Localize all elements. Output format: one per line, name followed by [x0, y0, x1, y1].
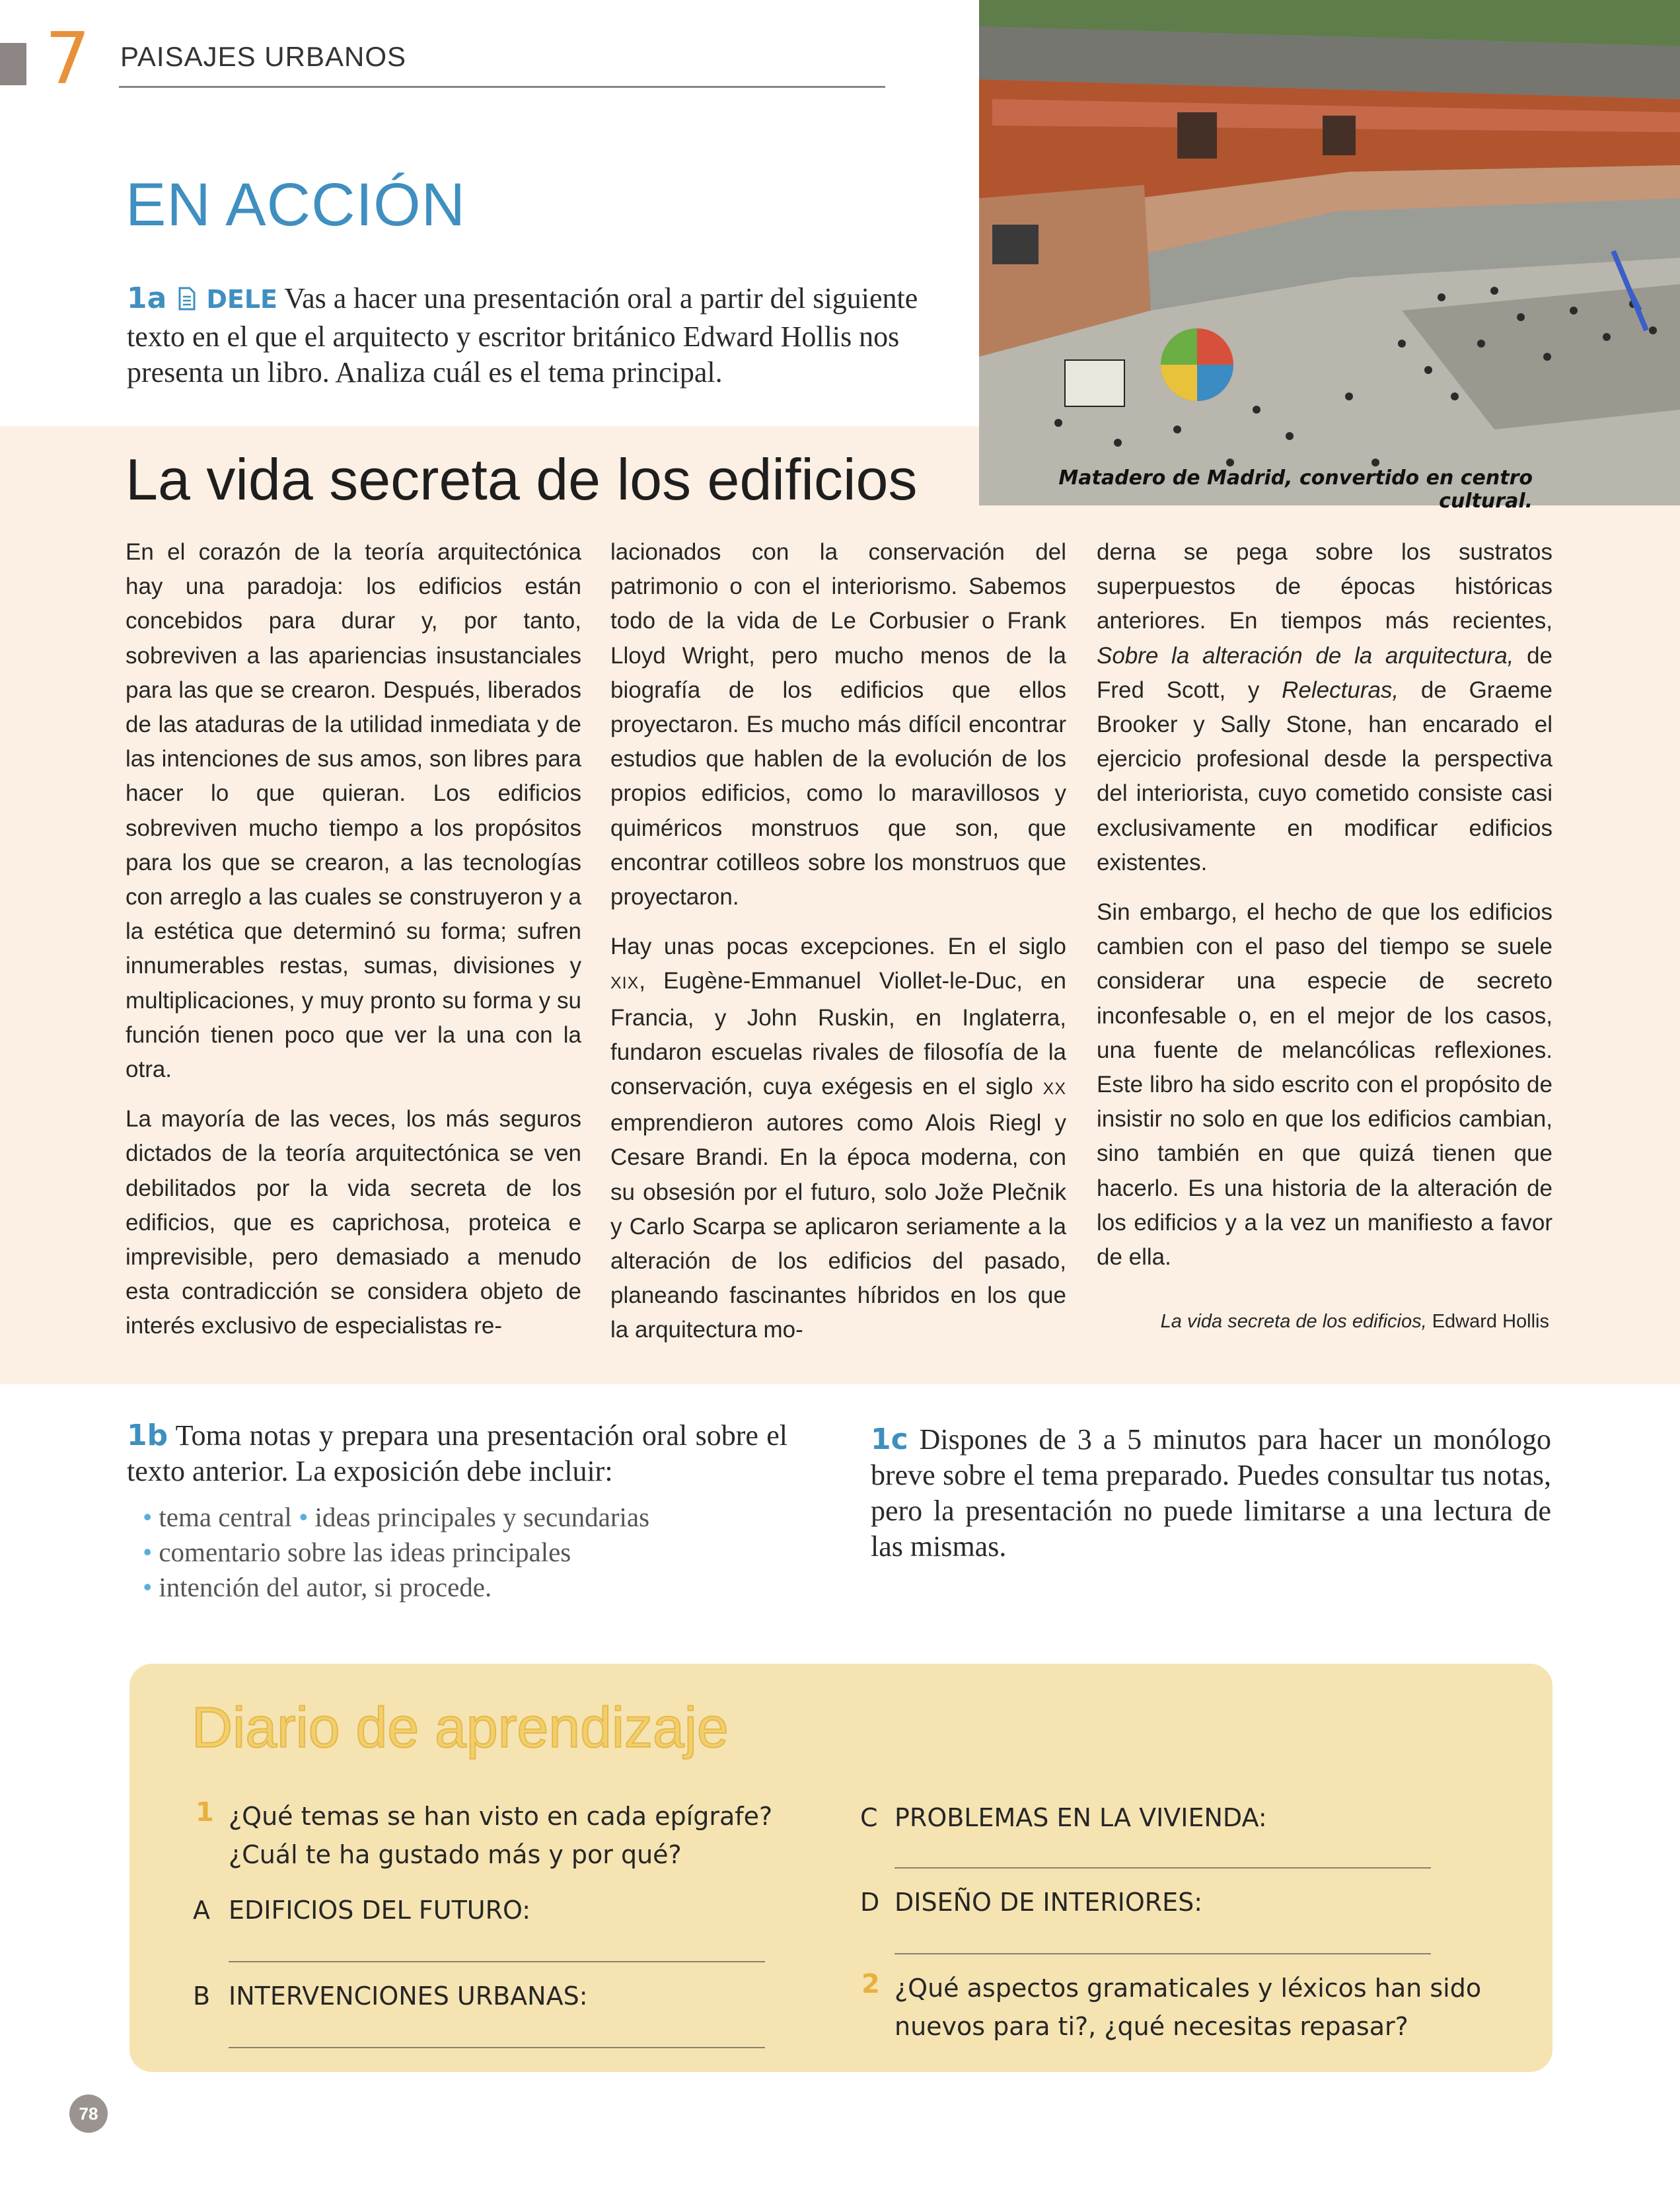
question-text: ¿Qué temas se han visto en cada epígrafe? ¿Cuál te ha gustado más y por qué?	[229, 1802, 773, 1869]
document-icon	[178, 283, 196, 319]
photo-caption: Matadero de Madrid, convertido en centro cultural.	[1058, 466, 1533, 513]
paragraph: En el corazón de la teoría arquitectónica hay una paradoja: los edificios están concebidos para durar y, por tanto, sobreviven a las apariencias insustanciales para las que se crearon. Después, liberados de las ataduras de la utilidad inmediata y de las intenciones de sus amos, son libres para hacer lo que quieran. Los edificios sobreviven mucho tiempo a los propósitos para los que se crearon, a las tecnologías con arreglo a las cuales se construyeron y a la estética que determinó su forma; sufren innumerables restas, sumas, divisiones y multiplicaciones, y muy pronto su forma y su función tienen poco que ver la una con la otra.	[126, 539, 581, 1083]
matadero-photo	[979, 0, 1680, 505]
century-roman: XX	[1042, 1080, 1066, 1099]
item-label: DISEÑO DE INTERIORES:	[895, 1888, 1203, 1917]
article-column-3	[1097, 535, 1552, 1290]
item-letter: B	[193, 1982, 211, 2011]
activity-number: 1b	[127, 1419, 168, 1452]
article-title: La vida secreta de los edificios	[126, 447, 918, 512]
paragraph: Hay unas pocas excepciones. En el siglo XIX, Eugène-Emmanuel Viollet-le-Duc, en Francia, y John Ruskin, en Inglaterra, fundaron escuelas rivales de filosofía de la conservación, cuya exégesis en el siglo XX emprendieron autores como Alois Riegl y Cesare Brandi. En la época moderna, con su obsesión por el futuro, solo Jože Plečnik y Carlo Scarpa se aplicaron seriamente a la alteración de los edificios del pasado, planeando fascinantes híbridos en los que la arquitectura mo-	[610, 934, 1066, 1343]
item-letter: C	[860, 1803, 878, 1832]
answer-line[interactable]	[229, 2047, 765, 2048]
book-title: Sobre la alteración de la arquitectura,	[1097, 642, 1514, 669]
chapter-title: PAISAJES URBANOS	[120, 41, 407, 72]
diario-title: Diario de aprendizaje	[192, 1696, 729, 1760]
activity-text: Vas a hacer una presentación oral a partir del siguiente texto en el que el arquitecto y escritor británico Edward Hollis nos presenta un libro. Analiza cuál es el tema principal.	[127, 282, 918, 389]
paragraph: La mayoría de las veces, los más seguros dictados de la teoría arquitectónica se ven debilitados por la vida secreta de los edificios, que es caprichosa, proteica e imprevisible, pero demasiado a menudo esta contradicción se considera objeto de interés exclusivo de especialistas re-	[126, 1106, 581, 1339]
activity-text: Dispones de 3 a 5 minutos para hacer un monólogo breve sobre el tema preparado. Puedes consultar tus notas, pero la presentación no puede limitarse a una lectura de las mismas.	[871, 1423, 1552, 1563]
activity-1c	[871, 1422, 1551, 1565]
answer-line[interactable]	[895, 1867, 1431, 1869]
section-title: EN ACCIÓN	[126, 171, 466, 239]
article-source: La vida secreta de los edificios, Edward Hollis	[1160, 1311, 1549, 1332]
article-column-1	[126, 535, 581, 1359]
century-roman: XIX	[610, 974, 639, 993]
item-label: PROBLEMAS EN LA VIVIENDA:	[895, 1803, 1267, 1832]
article-column-2	[610, 535, 1066, 1363]
paragraph: Sin embargo, el hecho de que los edificios cambien con el paso del tiempo se suele considerar una especie de secreto inconfesable o, en el mejor de los casos, una fuente de melancólicas reflexiones. Este libro ha sido escrito con el propósito de insistir no solo en que los edificios cambian, sino también en que quizá tienen que hacerlo. Es una historia de la alteración de los edificios y a la vez un manifiesto a favor de ella.	[1097, 899, 1552, 1271]
question-number: 2	[861, 1969, 880, 1999]
dele-tag: DELE	[206, 285, 277, 314]
chapter-marker	[0, 43, 26, 85]
item-label: INTERVENCIONES URBANAS:	[229, 1982, 588, 2011]
header-rule	[119, 86, 885, 88]
item-letter: A	[193, 1896, 210, 1925]
activity-number: 1a	[127, 281, 167, 315]
activity-1b	[127, 1418, 787, 1489]
list-item: • comentario sobre las ideas principales	[143, 1537, 571, 1567]
bullet-list	[143, 1500, 649, 1605]
item-letter: D	[860, 1888, 880, 1917]
list-item: • intención del autor, si procede.	[143, 1572, 492, 1602]
page-number: 78	[69, 2094, 108, 2133]
list-item: • tema central • ideas principales y secundarias	[143, 1502, 650, 1532]
activity-1a	[127, 281, 959, 390]
item-label: EDIFICIOS DEL FUTURO:	[229, 1896, 531, 1925]
paragraph: derna se pega sobre los sustratos superpuestos de épocas históricas anteriores. En tiempos más recientes, Sobre la alteración de la arquitectura, de Fred Scott, y Relecturas, de Graeme Brooker y Sally Stone, han encarado el ejercicio profesional desde la perspectiva del interiorista, cuyo cometido consiste casi exclusivamente en modificar edificios existentes.	[1097, 539, 1552, 875]
chapter-number: 7	[45, 18, 91, 100]
question-text: ¿Qué aspectos gramaticales y léxicos han sido nuevos para ti?, ¿qué necesitas repasar?	[895, 1974, 1482, 2041]
paragraph: lacionados con la conservación del patrimonio o con el interiorismo. Sabemos todo de la vida de Le Corbusier o Frank Lloyd Wright, pero mucho menos de la biografía de los edificios que ellos proyectaron. Es mucho más difícil encontrar estudios que hablen de la evolución de los propios edificios, como lo maravillosos y quiméricos monstruos que son, que encontrar cotilleos sobre los monstruos que proyectaron.	[610, 539, 1066, 910]
book-title: Relecturas,	[1282, 677, 1399, 703]
activity-text: Toma notas y prepara una presentación oral sobre el texto anterior. La exposición debe incluir:	[127, 1419, 787, 1487]
answer-line[interactable]	[229, 1961, 765, 1962]
answer-line[interactable]	[895, 1953, 1431, 1954]
question-number: 1	[196, 1797, 214, 1828]
activity-number: 1c	[871, 1423, 908, 1456]
